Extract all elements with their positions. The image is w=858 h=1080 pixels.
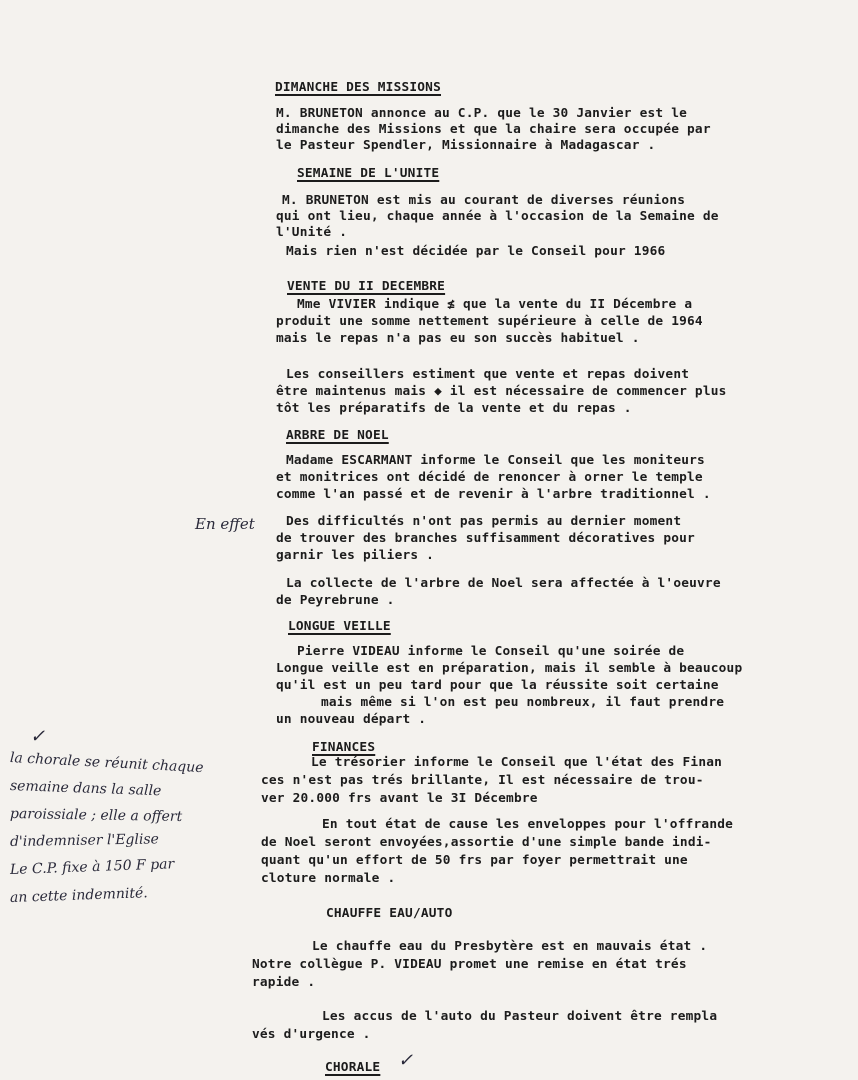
text-line: Notre collègue P. VIDEAU promet une remise en état trés	[252, 957, 687, 972]
text-line: de Noel seront envoyées,assortie d'une simple bande indi-	[261, 835, 712, 850]
heading-finances: FINANCES	[312, 740, 376, 755]
text-line: un nouveau départ .	[276, 712, 427, 727]
handwritten-en-effet: En effet	[195, 515, 255, 533]
margin-note-line: la chorale se réunit chaque	[9, 750, 204, 777]
text-line: qui ont lieu, chaque année à l'occasion de la Semaine de	[276, 209, 719, 224]
heading-chorale: CHORALE	[325, 1060, 381, 1075]
text-line: rapide .	[252, 975, 316, 990]
handwritten-margin-note	[10, 750, 260, 906]
margin-note-line: semaine dans la salle	[9, 778, 162, 800]
heading-semaine-de-l-unite: SEMAINE DE L'UNITE	[297, 166, 440, 181]
text-line: En tout état de cause les enveloppes pour l'offrande	[322, 817, 734, 832]
text-line: mais le repas n'a pas eu son succès habituel .	[276, 331, 640, 346]
text-line: Madame ESCARMANT informe le Conseil que les moniteurs	[286, 453, 705, 468]
margin-note-line: an cette indemnité.	[9, 885, 149, 906]
heading-chauffe-eau-auto: CHAUFFE EAU/AUTO	[326, 906, 453, 921]
text-line: et monitrices ont décidé de renoncer à orner le temple	[276, 470, 703, 485]
text-line: M. BRUNETON annonce au C.P. que le 30 Janvier est le	[276, 106, 688, 121]
text-line: être maintenus mais ◆ il est nécessaire de commencer plus	[276, 384, 727, 399]
text-line: comme l'an passé et de revenir à l'arbre traditionnel .	[276, 487, 711, 502]
text-line: Pierre VIDEAU informe le Conseil qu'une soirée de	[297, 644, 685, 659]
heading-longue-veille: LONGUE VEILLE	[288, 619, 391, 634]
margin-note-line: Le C.P. fixe à 150 F par	[9, 856, 175, 878]
check-mark-icon: ✓	[398, 1050, 414, 1071]
text-line: le Pasteur Spendler, Missionnaire à Madagascar .	[276, 138, 656, 153]
text-line: de Peyrebrune .	[276, 593, 395, 608]
heading-vente-du-ii-decembre: VENTE DU II DECEMBRE	[287, 279, 446, 294]
text-line: La collecte de l'arbre de Noel sera affectée à l'oeuvre	[286, 576, 721, 591]
text-line: Les accus de l'auto du Pasteur doivent être rempla	[322, 1009, 718, 1024]
text-line: vés d'urgence .	[252, 1027, 371, 1042]
text-line: ver 20.000 frs avant le 3I Décembre	[261, 791, 538, 806]
text-line: Mais rien n'est décidée par le Conseil pour 1966	[286, 244, 666, 259]
text-line: Les conseillers estiment que vente et repas doivent	[286, 367, 690, 382]
text-line: M. BRUNETON est mis au courant de diverses réunions	[282, 193, 686, 208]
text-line: mais même si l'on est peu nombreux, il faut prendre	[321, 695, 725, 710]
text-line: dimanche des Missions et que la chaire sera occupée par	[276, 122, 711, 137]
text-line: garnir les piliers .	[276, 548, 435, 563]
text-line: produit une somme nettement supérieure à celle de 1964	[276, 314, 703, 329]
check-mark-icon: ✓	[30, 726, 46, 747]
margin-note-line: d'indemniser l'Eglise	[9, 831, 159, 850]
text-line: cloture normale .	[261, 871, 396, 886]
text-line: quant qu'un effort de 50 frs par foyer permettrait une	[261, 853, 688, 868]
text-line: Le chauffe eau du Presbytère est en mauvais état .	[312, 939, 708, 954]
text-line: tôt les préparatifs de la vente et du repas .	[276, 401, 632, 416]
text-line: qu'il est un peu tard pour que la réussite soit certaine	[276, 678, 719, 693]
text-line: l'Unité .	[276, 225, 348, 240]
text-line: ces n'est pas trés brillante, Il est nécessaire de trou-	[261, 773, 704, 788]
text-line: Longue veille est en préparation, mais il semble à beaucoup	[276, 661, 743, 676]
heading-arbre-de-noel: ARBRE DE NOEL	[286, 428, 389, 443]
text-line: Le trésorier informe le Conseil que l'état des Finan	[311, 755, 723, 770]
text-line: Des difficultés n'ont pas permis au dernier moment	[286, 514, 682, 529]
margin-note-line: paroissiale ; elle a offert	[9, 806, 183, 826]
text-line: de trouver des branches suffisamment décoratives pour	[276, 531, 695, 546]
heading-dimanche-des-missions: DIMANCHE DES MISSIONS	[275, 80, 441, 95]
text-line: Mme VIVIER indique ≰ que la vente du II Décembre a	[297, 297, 693, 312]
